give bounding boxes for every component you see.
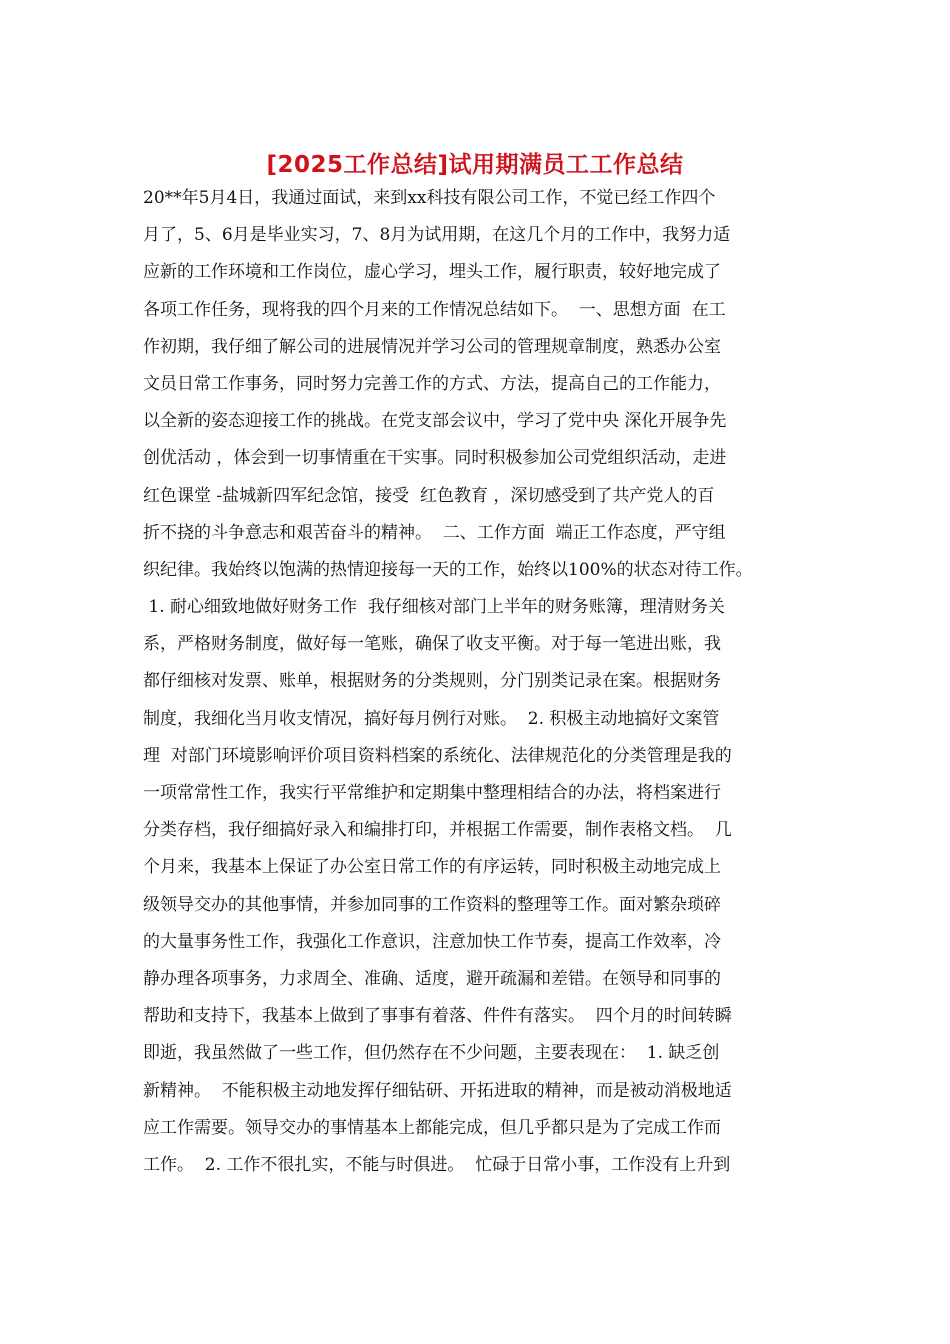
paragraph-line: 的大量事务性工作，我强化工作意识，注意加快工作节奏，提高工作效率，冷 (143, 931, 721, 952)
document-title: [2025工作总结]试用期满员工工作总结 (266, 152, 684, 178)
paragraph-line: 织纪律。我始终以饱满的热情迎接每一天的工作，始终以100%的状态对待工作。 (143, 559, 753, 580)
paragraph-line: 静办理各项事务，力求周全、准确、适度，避开疏漏和差错。在领导和同事的 (143, 968, 721, 989)
paragraph-line: 20**年5月4日，我通过面试，来到xx科技有限公司工作，不觉已经工作四个 (143, 188, 716, 208)
paragraph-line: 文员日常工作事务，同时努力完善工作的方式、方法，提高自己的工作能力， (143, 373, 721, 394)
paragraph-line: 作初期，我仔细了解公司的进展情况并学习公司的管理规章制度，熟悉办公室 (143, 336, 721, 357)
paragraph-line: 工作。 2. 工作不很扎实，不能与时俱进。 忙碌于日常小事，工作没有上升到 (143, 1154, 731, 1175)
paragraph-line: 1. 耐心细致地做好财务工作 我仔细核对部门上半年的财务账簿，理清财务关 (143, 597, 725, 618)
paragraph-line: 折不挠的斗争意志和艰苦奋斗的精神。 二、工作方面 端正工作态度，严守组 (143, 522, 726, 543)
paragraph-line: 即逝，我虽然做了一些工作，但仍然存在不少问题，主要表现在： 1. 缺乏创 (143, 1043, 720, 1064)
paragraph-line: 级领导交办的其他事情，并参加同事的工作资料的整理等工作。面对繁杂琐碎 (143, 894, 721, 915)
paragraph-line: 制度，我细化当月收支情况，搞好每月例行对账。 2. 积极主动地搞好文案管 (143, 708, 720, 729)
paragraph-line: 应新的工作环境和工作岗位，虚心学习，埋头工作，履行职责，较好地完成了 (143, 262, 721, 283)
paragraph-line: 理 对部门环境影响评价项目资料档案的系统化、法律规范化的分类管理是我的 (143, 745, 732, 766)
paragraph-line: 都仔细核对发票、账单，根据财务的分类规则，分门别类记录在案。根据财务 (143, 671, 721, 692)
paragraph-line: 新精神。 不能积极主动地发挥仔细钻研、开拓进取的精神，而是被动消极地适 (143, 1080, 732, 1101)
paragraph-line: 应工作需要。领导交办的事情基本上都能完成，但几乎都只是为了完成工作而 (143, 1117, 721, 1138)
paragraph-line: 一项常常性工作，我实行平常维护和定期集中整理相结合的办法，将档案进行 (143, 783, 721, 803)
paragraph-line: 红色课堂 -盐城新四军纪念馆，接受 红色教育 ，深切感受到了共产党人的百 (143, 485, 715, 506)
document-body (143, 180, 819, 1184)
paragraph-line: 各项工作任务，现将我的四个月来的工作情况总结如下。 一、思想方面 在工 (143, 299, 726, 320)
paragraph-line: 系，严格财务制度，做好每一笔账，确保了收支平衡。对于每一笔进出账，我 (143, 634, 721, 655)
paragraph-line: 分类存档，我仔细搞好录入和编排打印，并根据工作需要，制作表格文档。 几 (143, 820, 732, 841)
paragraph-line: 创优活动 ，体会到一切事情重在干实事。同时积极参加公司党组织活动，走进 (143, 448, 727, 469)
paragraph-line: 月了，5、6月是毕业实习，7、8月为试用期，在这几个月的工作中，我努力适 (143, 225, 731, 246)
paragraph-line: 以全新的姿态迎接工作的挑战。在党支部会议中，学习了党中央 深化开展争先 (143, 411, 727, 432)
paragraph-line: 帮助和支持下，我基本上做到了事事有着落、件件有落实。 四个月的时间转瞬 (143, 1006, 732, 1027)
paragraph-line: 个月来，我基本上保证了办公室日常工作的有序运转，同时积极主动地完成上 (143, 857, 721, 878)
